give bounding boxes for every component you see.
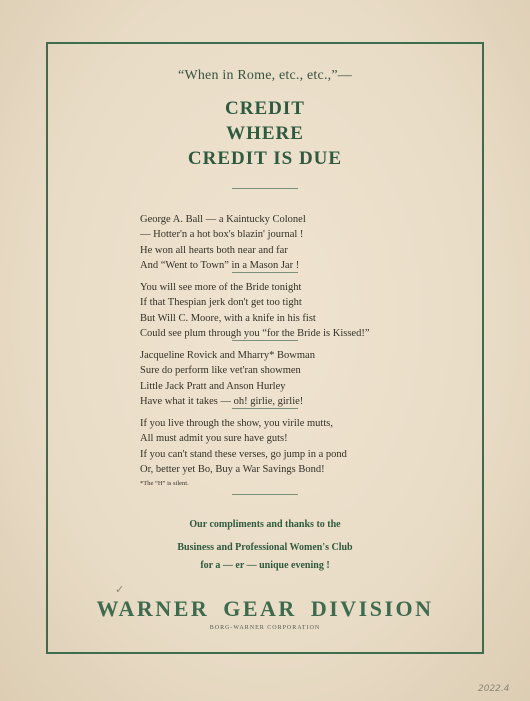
verse-3 <box>140 348 440 410</box>
verse-line: George A. Ball — a Kaintucky Colonel <box>140 214 306 225</box>
verse-line: If you can't stand these verses, go jump in a pond <box>140 448 347 460</box>
compliments-line-1: Our compliments and thanks to the <box>189 519 341 530</box>
compliments-line-3: for a — er — unique evening ! <box>200 560 330 571</box>
title-line-2: WHERE <box>226 123 304 144</box>
divider <box>232 188 298 189</box>
catalog-number: 2022.4 <box>478 684 510 694</box>
title-line-3: CREDIT IS DUE <box>187 148 343 169</box>
verse-4 <box>140 416 440 488</box>
header-quote: “When in Rome, etc., etc.,”— <box>178 68 352 83</box>
verse-line: Sure do perform like vet'ran showmen <box>140 365 301 377</box>
divider <box>232 408 298 409</box>
verse-line: Little Jack Pratt and Anson Hurley <box>140 380 286 392</box>
footnote: *The “H” is silent. <box>140 479 189 487</box>
verse-line: You will see more of the Bride tonight <box>140 282 302 293</box>
title-line-1: CREDIT <box>225 98 305 119</box>
verse-line: He won all hearts both near and far <box>140 244 288 256</box>
compliments-line-2: Business and Professional Women's Club <box>177 542 353 553</box>
verse-line: If that Thespian jerk don't get too tight <box>140 297 302 309</box>
verse-line: Could see plum through you “for the Bride is Kissed!” <box>140 328 370 340</box>
verse-line: All must admit you sure have guts! <box>140 433 288 445</box>
pencil-check-icon: ✓ <box>115 583 125 596</box>
verse-line: And “Went to Town” in a Mason Jar ! <box>140 260 300 272</box>
verse-line: If you live through the show, you virile mutts, <box>140 418 333 429</box>
brand-subtitle: BORG-WARNER CORPORATION <box>209 625 321 631</box>
divider <box>232 494 298 495</box>
divider <box>232 340 298 341</box>
verse-line: Jacqueline Rovick and Mharry* Bowman <box>140 350 315 361</box>
verse-line: Or, better yet Bo, Buy a War Savings Bond! <box>140 464 325 476</box>
verse-line: Have what it takes — oh! girlie, girlie! <box>140 396 304 408</box>
divider <box>232 272 298 273</box>
verse-1 <box>140 212 440 274</box>
brand-name: WARNER GEAR DIVISION <box>96 596 434 621</box>
verse-2 <box>140 280 440 342</box>
verse-line: But Will C. Moore, with a knife in his fist <box>140 312 316 324</box>
verse-line: — Hotter'n a hot box's blazin' journal ! <box>140 229 304 241</box>
